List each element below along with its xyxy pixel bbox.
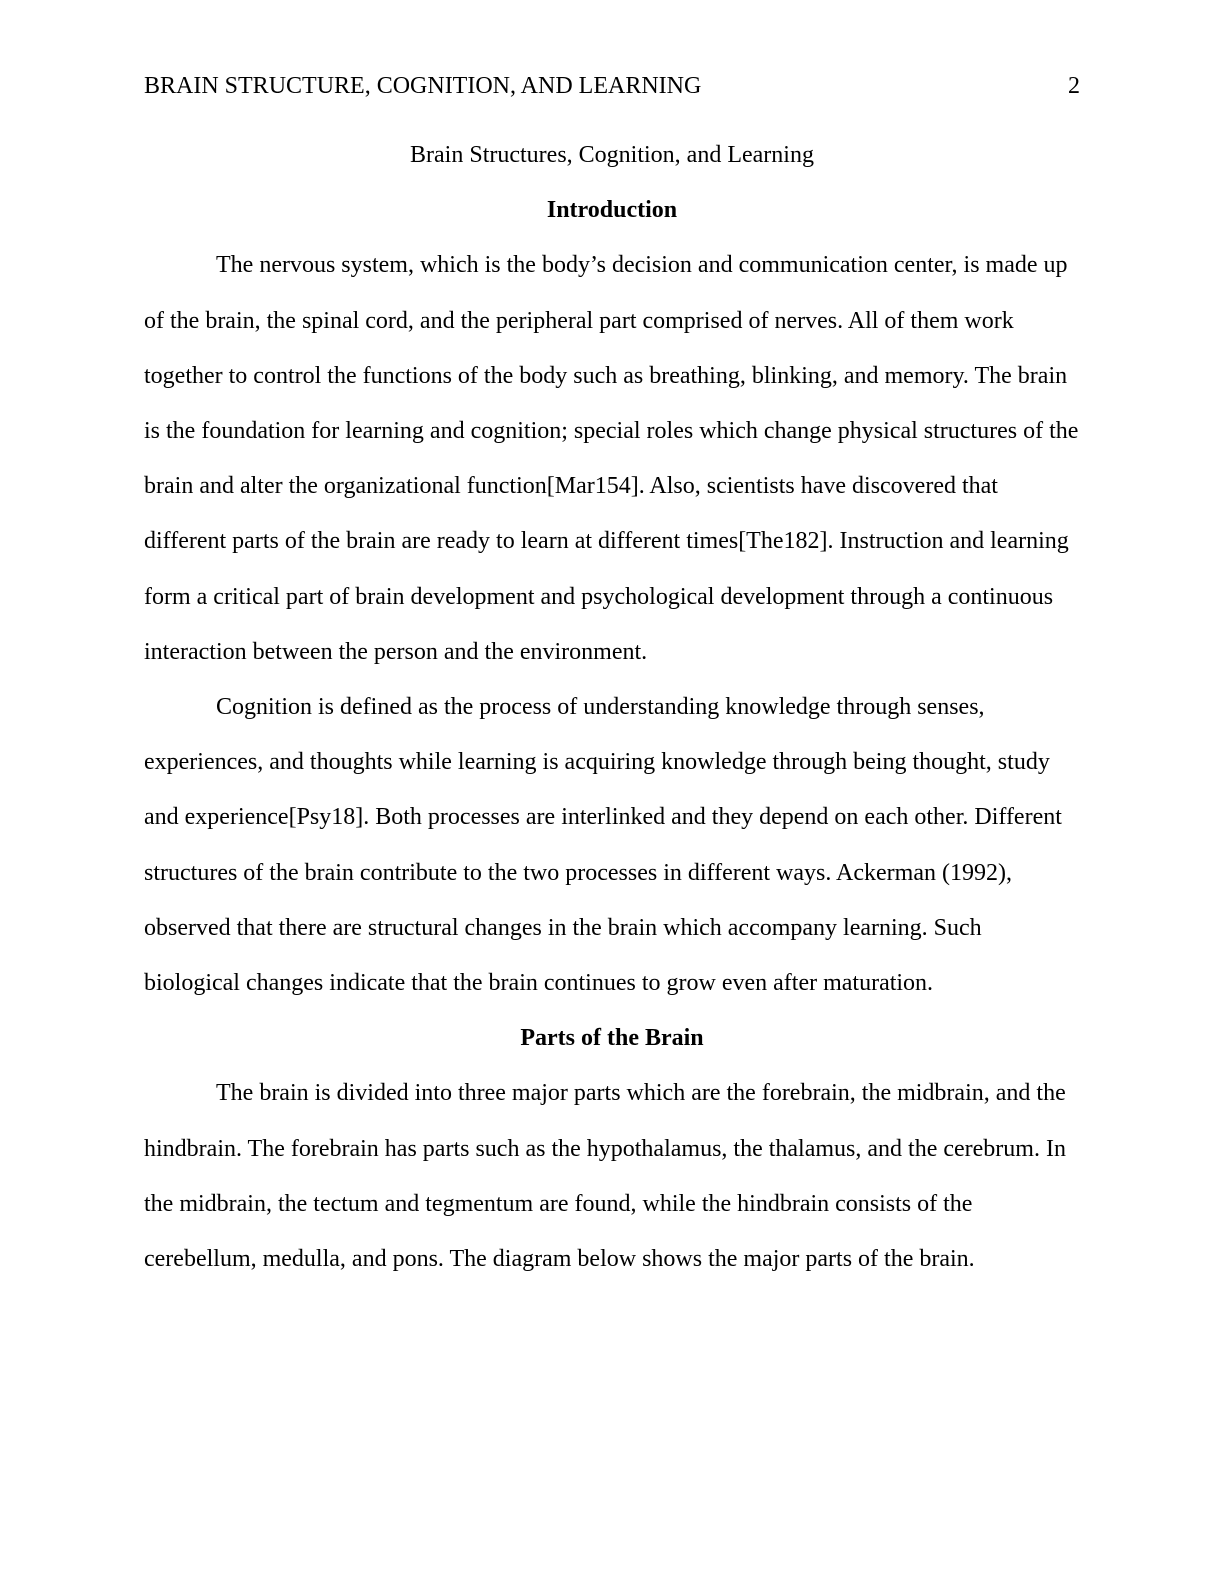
section-heading: Introduction <box>546 197 678 224</box>
paragraph-line: structures of the brain contribute to the two processes in different ways. Ackerman (1992), <box>144 859 1012 886</box>
document-title: Brain Structures, Cognition, and Learning <box>410 142 814 168</box>
paragraph-line: of the brain, the spinal cord, and the peripheral part comprised of nerves. All of them work <box>144 307 1014 334</box>
paragraph-line: hindbrain. The forebrain has parts such as the hypothalamus, the thalamus, and the cerebrum. In <box>144 1135 1066 1162</box>
paragraph <box>144 1066 1080 1287</box>
document-body <box>144 128 1080 1287</box>
running-head: BRAIN STRUCTURE, COGNITION, AND LEARNING <box>144 73 702 99</box>
paragraph-line: observed that there are structural changes in the brain which accompany learning. Such <box>144 914 982 941</box>
paragraph-line: experiences, and thoughts while learning is acquiring knowledge through being thought, study <box>144 749 1050 776</box>
paragraph-line: form a critical part of brain development and psychological development through a continuous <box>144 583 1054 610</box>
paragraph <box>144 238 1080 680</box>
paragraph-line: The nervous system, which is the body’s decision and communication center, is made up <box>216 252 1068 279</box>
section-heading: Parts of the Brain <box>520 1025 704 1052</box>
paragraph-line: The brain is divided into three major parts which are the forebrain, the midbrain, and the <box>216 1080 1066 1107</box>
paragraph-line: Cognition is defined as the process of understanding knowledge through senses, <box>216 694 985 721</box>
paragraph-line: is the foundation for learning and cognition; special roles which change physical structures of the <box>144 418 1079 445</box>
paragraph-line: interaction between the person and the environment. <box>144 638 648 665</box>
paragraph-line: brain and alter the organizational function[Mar154]. Also, scientists have discovered that <box>144 473 998 500</box>
paragraph-line: biological changes indicate that the brain continues to grow even after maturation. <box>144 970 934 997</box>
paragraph-line: cerebellum, medulla, and pons. The diagram below shows the major parts of the brain. <box>144 1246 975 1273</box>
paragraph-line: and experience[Psy18]. Both processes are interlinked and they depend on each other. Different <box>144 804 1062 831</box>
paragraph-line: different parts of the brain are ready to learn at different times[The182]. Instruction and learning <box>144 528 1069 555</box>
page-header <box>144 72 1080 100</box>
paragraph-line: together to control the functions of the body such as breathing, blinking, and memory. The brain <box>144 362 1068 389</box>
paragraph <box>144 680 1080 1011</box>
paragraph-line: the midbrain, the tectum and tegmentum are found, while the hindbrain consists of the <box>144 1190 973 1217</box>
page-number: 2 <box>1068 73 1080 99</box>
document-sections <box>144 183 1080 1287</box>
